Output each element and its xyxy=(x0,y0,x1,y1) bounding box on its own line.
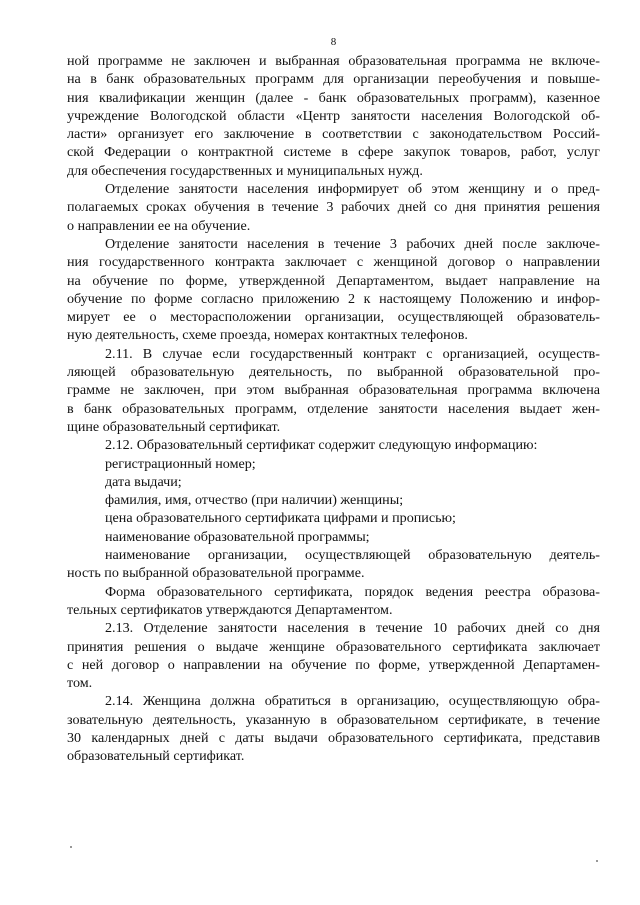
text-line: тельных сертификатов утверждаются Департаментом. xyxy=(67,601,393,618)
paragraph-first-line: дата выдачи; xyxy=(105,473,182,490)
text-line: ния государственного контракта заключает с женщиной договор о направлении xyxy=(67,254,600,271)
text-line: с ней договор о направлении на обучение по форме, утвержденной Департамен- xyxy=(67,656,600,673)
text-line: том. xyxy=(67,675,93,692)
text-line: в банк образовательных программ, отделение занятости населения выдает жен- xyxy=(67,400,600,417)
document-page xyxy=(67,36,600,766)
text-line: ную деятельность, схеме проезда, номерах контактных телефонов. xyxy=(67,327,468,344)
text-line: ной программе не заключен и выбранная образовательная программа не включе- xyxy=(67,53,600,69)
paragraph-first-line: наименование образовательной программы; xyxy=(105,528,370,545)
paragraph-first-line: цена образовательного сертификата цифрами и прописью; xyxy=(105,510,456,527)
text-line: ность по выбранной образовательной программе. xyxy=(67,565,365,582)
text-line: ляющей образовательную деятельность, по выбранной образовательной про- xyxy=(67,364,600,381)
scan-speck xyxy=(70,846,72,848)
text-line: обучение по форме согласно приложению 2 к настоящему Положению и инфор- xyxy=(67,290,600,307)
text-line: щине образовательный сертификат. xyxy=(67,418,281,435)
paragraph-first-line: 2.11. В случае если государственный контракт с организацией, осуществ- xyxy=(105,345,600,362)
page-number: 8 xyxy=(330,36,337,48)
scan-speck xyxy=(596,860,598,862)
text-line: зовательную деятельность, указанную в образовательном сертификате, в течение xyxy=(67,711,600,728)
text-line: полагаемых сроках обучения в течение 3 рабочих дней со дня принятия решения xyxy=(67,199,600,216)
paragraph-first-line: наименование организации, осуществляющей образовательную деятель- xyxy=(105,547,600,564)
paragraph-first-line: фамилия, имя, отчество (при наличии) женщины; xyxy=(105,492,404,509)
paragraph-first-line: Форма образовательного сертификата, порядок ведения реестра образова- xyxy=(105,583,600,600)
paragraph-first-line: Отделение занятости населения в течение 3 рабочих дней после заключе- xyxy=(105,235,600,252)
text-line: на обучение по форме, утвержденной Департаментом, выдает направление на xyxy=(67,272,600,289)
body-text xyxy=(67,52,600,766)
paragraph-first-line: Отделение занятости населения информирует об этом женщину и о пред- xyxy=(105,181,600,198)
text-line: 30 календарных дней с даты выдачи образовательного сертификата, представив xyxy=(67,729,600,746)
text-line: мирует ее о месторасположении организации, осуществляющей образователь- xyxy=(67,309,600,326)
text-line: ласти» организует его заключение в соответствии с законодательством Россий- xyxy=(67,126,600,143)
text-line: грамме не заключен, при этом выбранная образовательная программа включена xyxy=(67,382,600,399)
text-line: принятия решения о выдаче женщине образовательного сертификата заключает xyxy=(67,638,600,655)
paragraph-first-line: регистрационный номер; xyxy=(105,455,256,472)
paragraph-first-line: 2.14. Женщина должна обратиться в организацию, осуществляющую обра- xyxy=(105,693,600,710)
paragraph-first-line: 2.13. Отделение занятости населения в течение 10 рабочих дней со дня xyxy=(105,620,600,637)
text-line: ской Федерации о контрактной системе в сфере закупок товаров, работ, услуг xyxy=(67,144,600,161)
text-line: ния квалификации женщин (далее - банк образовательных программ), казенное xyxy=(67,89,600,106)
text-line: на в банк образовательных программ для организации переобучения и повыше- xyxy=(67,71,600,88)
paragraph-first-line: 2.12. Образовательный сертификат содержит следующую информацию: xyxy=(105,437,538,454)
text-line: учреждение Вологодской области «Центр занятости населения Вологодской об- xyxy=(67,107,600,124)
text-line: образовательный сертификат. xyxy=(67,748,245,765)
text-line: для обеспечения государственных и муниципальных нужд. xyxy=(67,162,423,179)
text-line: о направлении ее на обучение. xyxy=(67,217,251,234)
